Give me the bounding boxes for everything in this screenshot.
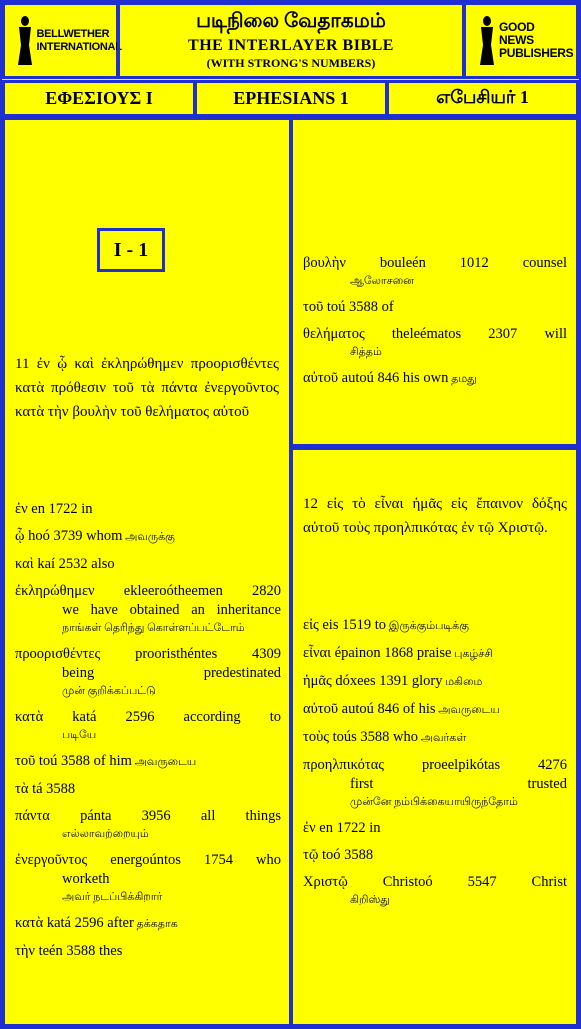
word-gloss: toú 3588 of (326, 299, 394, 315)
word-entry (303, 672, 567, 692)
tamil-word: முன்னே நம்பிக்கையாயிருந்தோம் (350, 796, 518, 808)
word-gloss: autoú 846 of his (341, 701, 436, 717)
word-gloss: eis 1519 to (322, 617, 386, 633)
left-column (2, 117, 292, 1027)
greek-word: Χριστῷ (303, 874, 348, 890)
word-gloss: energoúntos 1754 who (110, 852, 281, 868)
right-top-column (290, 117, 579, 447)
bellwether-figure-icon (15, 15, 35, 67)
tamil-word: நாங்கள் தெரிந்து கொள்ளப்பட்டோம் (62, 622, 245, 634)
word-gloss: toús 3588 who (332, 729, 419, 745)
word-entry (303, 325, 567, 361)
tamil-word: படியே (62, 729, 97, 741)
tamil-word: அவர்கள் (418, 732, 467, 744)
greek-word: ἡμᾶς (303, 673, 332, 689)
tamil-word: முன் குறிக்கப்பட்டு (62, 685, 156, 697)
word-gloss: tá 3588 (32, 781, 76, 797)
word-entry (303, 819, 567, 838)
title-english: THE INTERLAYER BIBLE (188, 37, 394, 54)
greek-word: τὰ (15, 781, 29, 797)
title-subtitle: (WITH STRONG'S NUMBERS) (206, 56, 376, 70)
word-entry (15, 914, 281, 934)
word-gloss: toú 3588 of him (38, 753, 132, 769)
title-box (117, 2, 465, 79)
word-gloss: prooristhéntes 4309 (135, 646, 282, 662)
greek-word: ἐνεργοῦντος (15, 852, 88, 868)
left-entries (15, 500, 281, 969)
greek-word: ᾧ (15, 528, 25, 544)
tamil-word: அவர் நடப்பிக்கிறார் (62, 891, 163, 903)
word-entry (303, 846, 567, 865)
book-english (194, 80, 388, 117)
tamil-word: அவருடைய (131, 756, 197, 768)
tamil-word: தமது (448, 373, 477, 385)
tamil-word: கிறிஸ்து (350, 894, 390, 906)
tamil-word: எல்லாவற்றையும் (62, 828, 149, 840)
tamil-word: இருக்கும்படிக்கு (386, 620, 469, 632)
word-entry (15, 851, 281, 906)
greek-word: ἐκληρώθημεν (15, 583, 95, 599)
greek-word: καὶ (15, 556, 34, 572)
book-greek-label: ΕΦΕΣΙΟΥΣ Ι (45, 88, 153, 108)
greek-word: κατὰ (15, 709, 44, 725)
book-tamil (386, 80, 579, 117)
greek-word: εἰς (303, 617, 319, 633)
greek-word: τῷ (303, 847, 319, 863)
word-entry (303, 644, 567, 664)
good-news-figure-icon (477, 15, 497, 67)
word-entry (15, 780, 281, 799)
word-gloss-continued: we have obtained an inheritance (62, 602, 281, 618)
good-news-logo-text: GOOD NEWS PUBLISHERS (499, 20, 574, 60)
word-gloss: bouleén 1012 counsel (379, 255, 567, 271)
right-top-entries (303, 254, 567, 397)
greek-word: πάντα (15, 808, 50, 824)
greek-word: ἐν (15, 501, 28, 517)
greek-word: τὴν (15, 943, 35, 959)
word-entry (15, 555, 281, 574)
word-gloss-continued: worketh (62, 871, 110, 887)
greek-word: τοὺς (303, 729, 329, 745)
word-entry (303, 756, 567, 811)
word-gloss: kaí 2532 also (37, 556, 115, 572)
word-gloss: ekleeroótheemen 2820 (123, 583, 282, 599)
verse-reference: I - 1 (97, 228, 165, 272)
greek-word: εἶναι (303, 645, 332, 661)
title-tamil: படிநிலை வேதாகமம் (196, 10, 386, 32)
tamil-word: மகிமை (442, 676, 483, 688)
good-news-logo (463, 2, 579, 79)
word-gloss: épainon 1868 praise (334, 645, 452, 661)
word-entry (15, 645, 281, 700)
word-gloss: pánta 3956 all things (80, 808, 281, 824)
word-entry (303, 700, 567, 720)
right-bottom-column (290, 447, 579, 1027)
greek-word: κατὰ (15, 915, 44, 931)
word-gloss: en 1722 in (319, 820, 381, 836)
greek-word: αὐτοῦ (303, 701, 339, 717)
verse-12-text: 12 εἰς τὸ εἶναι ἡμᾶς εἰς ἔπαινον δόξης αὐτοῦ τοὺς προηλπικότας ἐν τῷ Χριστῷ. (303, 496, 567, 536)
word-gloss: theleématos 2307 will (391, 326, 567, 342)
tamil-word: அவருக்கு (122, 531, 175, 543)
word-gloss: Christoó 5547 Christ (382, 874, 567, 890)
word-entry (15, 582, 281, 637)
greek-word: προηλπικότας (303, 757, 385, 773)
greek-word: τοῦ (303, 299, 324, 315)
word-entry (303, 728, 567, 748)
right-bottom-entries (303, 616, 567, 917)
word-entry (15, 942, 281, 961)
word-gloss: autoú 846 his own (341, 370, 449, 386)
greek-word: αὐτοῦ (303, 370, 339, 386)
greek-word: τοῦ (15, 753, 36, 769)
tamil-word: சித்தம் (350, 346, 382, 358)
word-entry (15, 527, 281, 547)
greek-word: θελήματος (303, 326, 365, 342)
greek-word: προορισθέντες (15, 646, 101, 662)
word-entry (303, 873, 567, 909)
word-entry (303, 369, 567, 389)
word-entry (15, 708, 281, 744)
bellwether-logo-text: BELLWETHER INTERNATIONAL (36, 27, 122, 53)
word-gloss-continued: first trusted (350, 776, 567, 792)
word-gloss: teén 3588 thes (38, 943, 123, 959)
bellwether-logo (2, 2, 122, 79)
book-tamil-label: எபேசியர் 1 (436, 87, 529, 107)
word-entry (15, 500, 281, 519)
word-entry (303, 254, 567, 290)
tamil-word: புகழ்ச்சி (451, 648, 493, 660)
word-entry (15, 752, 281, 772)
tamil-word: தக்கதாக (133, 918, 178, 930)
word-gloss: proeelpikótas 4276 (421, 757, 567, 773)
word-gloss: en 1722 in (31, 501, 93, 517)
word-gloss: katá 2596 according to (72, 709, 282, 725)
tamil-word: அவருடைய (435, 704, 500, 716)
word-entry (303, 298, 567, 317)
book-greek (2, 80, 196, 117)
word-gloss: toó 3588 (322, 847, 374, 863)
word-gloss: katá 2596 after (46, 915, 134, 931)
book-english-label: EPHESIANS 1 (233, 88, 349, 108)
word-gloss: dóxees 1391 glory (335, 673, 443, 689)
word-entry (303, 616, 567, 636)
word-gloss: hoó 3739 whom (28, 528, 123, 544)
tamil-word: ஆலோசனை (350, 275, 414, 287)
verse-11-text: 11 ἐν ᾧ καὶ ἐκληρώθημεν προορισθέντες κατὰ πρόθεσιν τοῦ τὰ πάντα ἐνεργοῦντος κατὰ τὴν βουλὴν τοῦ θελήματος αὐτοῦ (15, 356, 279, 420)
word-gloss-continued: being predestinated (62, 665, 281, 681)
greek-word: ἐν (303, 820, 316, 836)
word-entry (15, 807, 281, 843)
greek-word: βουλὴν (303, 255, 346, 271)
